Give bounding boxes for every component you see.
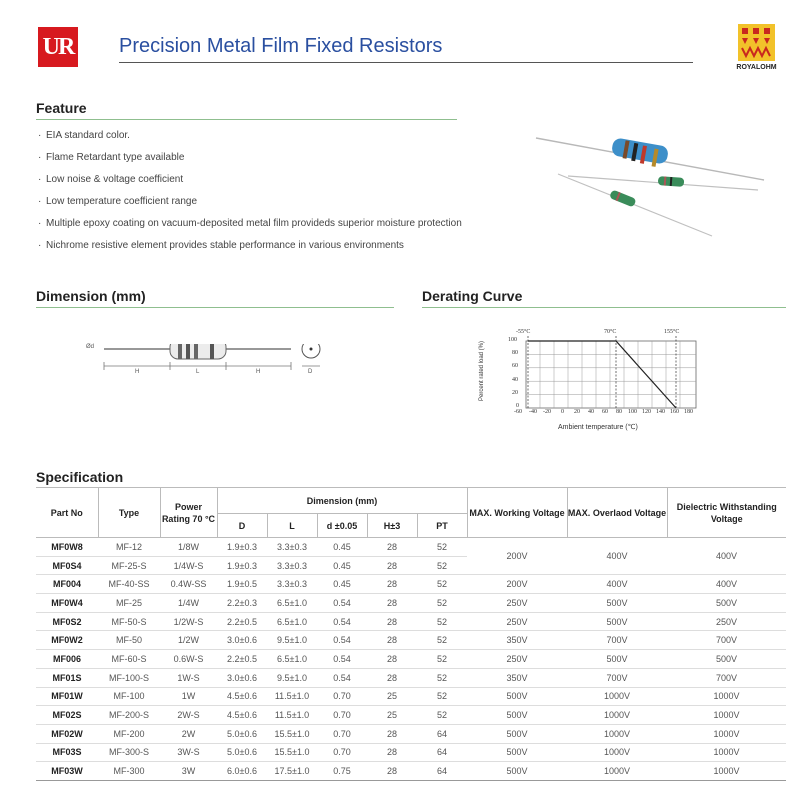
cell-d: 0.70 bbox=[317, 706, 367, 725]
table-row bbox=[36, 650, 786, 669]
cell-part: MF0W4 bbox=[36, 594, 98, 613]
cell-H: 28 bbox=[367, 631, 417, 650]
cell-part: MF006 bbox=[36, 650, 98, 669]
cell-power: 1/8W bbox=[160, 538, 217, 557]
cell-working: 500V bbox=[467, 743, 567, 762]
cell-part: MF0W8 bbox=[36, 538, 98, 557]
cell-dielectric: 1000V bbox=[667, 706, 786, 725]
cell-dielectric: 250V bbox=[667, 612, 786, 631]
dimension-heading: Dimension (mm) bbox=[36, 288, 146, 304]
cell-power: 1W bbox=[160, 687, 217, 706]
cell-dielectric: 700V bbox=[667, 668, 786, 687]
cell-PT: 52 bbox=[417, 594, 467, 613]
cell-part: MF0S2 bbox=[36, 612, 98, 631]
derating-xtick: -60 bbox=[514, 409, 522, 415]
cell-d: 0.70 bbox=[317, 743, 367, 762]
derating-chart bbox=[479, 328, 706, 436]
cell-type: MF-40-SS bbox=[98, 575, 160, 594]
header-PT: PT bbox=[417, 514, 467, 538]
table-row bbox=[36, 668, 786, 687]
cell-overload: 500V bbox=[567, 594, 667, 613]
dim-label-body-d: D bbox=[308, 369, 313, 375]
table-row bbox=[36, 706, 786, 725]
derating-ytick: 80 bbox=[512, 350, 518, 356]
cell-H: 28 bbox=[367, 594, 417, 613]
feature-item: · EIA standard color. bbox=[38, 130, 462, 152]
cell-d: 0.54 bbox=[317, 594, 367, 613]
feature-list bbox=[38, 130, 462, 262]
cell-overload: 700V bbox=[567, 631, 667, 650]
specification-heading: Specification bbox=[36, 469, 124, 485]
cell-part: MF01S bbox=[36, 668, 98, 687]
cell-d: 0.75 bbox=[317, 762, 367, 781]
cell-power: 2W bbox=[160, 724, 217, 743]
cell-overload: 1000V bbox=[567, 743, 667, 762]
derating-marker-low: -55°C bbox=[516, 329, 531, 335]
derating-xtick: 60 bbox=[602, 409, 608, 415]
header-power: Power Rating 70 °C bbox=[160, 488, 217, 538]
cell-part: MF02W bbox=[36, 724, 98, 743]
cell-PT: 64 bbox=[417, 762, 467, 781]
cell-dielectric: 1000V bbox=[667, 743, 786, 762]
royalohm-logo bbox=[738, 24, 775, 72]
royalohm-wordmark: ROYALOHM bbox=[736, 64, 777, 71]
header-working-voltage: MAX. Working Voltage bbox=[467, 488, 567, 538]
cell-D: 3.0±0.6 bbox=[217, 668, 267, 687]
cell-PT: 52 bbox=[417, 650, 467, 669]
table-row bbox=[36, 575, 786, 594]
table-row bbox=[36, 687, 786, 706]
cell-part: MF03S bbox=[36, 743, 98, 762]
cell-type: MF-50 bbox=[98, 631, 160, 650]
dimension-divider bbox=[36, 307, 394, 308]
cell-part: MF01W bbox=[36, 687, 98, 706]
cell-part: MF0W2 bbox=[36, 631, 98, 650]
feature-item: · Multiple epoxy coating on vacuum-deposited metal film provideds superior moisture protection bbox=[38, 218, 462, 240]
cell-type: MF-12 bbox=[98, 538, 160, 557]
derating-xtick: 180 bbox=[684, 409, 693, 415]
cell-H: 28 bbox=[367, 668, 417, 687]
derating-divider bbox=[422, 307, 786, 308]
header-type: Type bbox=[98, 488, 160, 538]
cell-power: 2W-S bbox=[160, 706, 217, 725]
derating-ytick: 40 bbox=[512, 377, 518, 383]
cell-working: 200V bbox=[467, 538, 567, 575]
cell-power: 1/4W-S bbox=[160, 556, 217, 575]
cell-H: 28 bbox=[367, 612, 417, 631]
derating-xtick: 160 bbox=[670, 409, 679, 415]
cell-H: 25 bbox=[367, 706, 417, 725]
cell-D: 2.2±0.3 bbox=[217, 594, 267, 613]
table-row bbox=[36, 724, 786, 743]
cell-H: 28 bbox=[367, 650, 417, 669]
feature-item: · Low temperature coefficient range bbox=[38, 196, 462, 218]
page-title: Precision Metal Film Fixed Resistors bbox=[119, 35, 443, 57]
cell-D: 5.0±0.6 bbox=[217, 743, 267, 762]
dimension-drawing-svg bbox=[86, 344, 326, 384]
cell-power: 1/4W bbox=[160, 594, 217, 613]
dim-label-h-right: H bbox=[256, 369, 261, 375]
cell-D: 1.9±0.5 bbox=[217, 575, 267, 594]
specification-body bbox=[36, 538, 786, 781]
cell-working: 500V bbox=[467, 687, 567, 706]
specification-table bbox=[36, 487, 786, 781]
cell-d: 0.54 bbox=[317, 612, 367, 631]
ur-logo: UR bbox=[38, 27, 78, 67]
derating-xlabel: Ambient temperature (℃) bbox=[558, 424, 638, 431]
cell-part: MF02S bbox=[36, 706, 98, 725]
header-dimension: Dimension (mm) bbox=[217, 488, 467, 514]
cell-H: 28 bbox=[367, 724, 417, 743]
feature-divider bbox=[36, 119, 457, 120]
cell-overload: 700V bbox=[567, 668, 667, 687]
feature-item: · Low noise & voltage coefficient bbox=[38, 174, 462, 196]
cell-type: MF-300-S bbox=[98, 743, 160, 762]
cell-H: 25 bbox=[367, 687, 417, 706]
derating-xtick: -20 bbox=[543, 409, 551, 415]
cell-PT: 52 bbox=[417, 575, 467, 594]
cell-H: 28 bbox=[367, 575, 417, 594]
derating-xtick: 120 bbox=[642, 409, 651, 415]
cell-D: 6.0±0.6 bbox=[217, 762, 267, 781]
cell-L: 11.5±1.0 bbox=[267, 706, 317, 725]
derating-ytick: 60 bbox=[512, 363, 518, 369]
dim-label-h-left: H bbox=[135, 369, 140, 375]
cell-dielectric: 400V bbox=[667, 575, 786, 594]
table-row bbox=[36, 538, 786, 557]
derating-xtick: 0 bbox=[561, 409, 564, 415]
cell-L: 3.3±0.3 bbox=[267, 556, 317, 575]
derating-xtick: 40 bbox=[588, 409, 594, 415]
cell-working: 500V bbox=[467, 762, 567, 781]
cell-d: 0.45 bbox=[317, 538, 367, 557]
cell-H: 28 bbox=[367, 743, 417, 762]
cell-PT: 52 bbox=[417, 612, 467, 631]
cell-overload: 500V bbox=[567, 612, 667, 631]
cell-type: MF-60-S bbox=[98, 650, 160, 669]
cell-D: 3.0±0.6 bbox=[217, 631, 267, 650]
cell-D: 2.2±0.5 bbox=[217, 650, 267, 669]
feature-item: · Flame Retardant type available bbox=[38, 152, 462, 174]
cell-PT: 64 bbox=[417, 724, 467, 743]
cell-working: 500V bbox=[467, 724, 567, 743]
derating-ytick: 0 bbox=[516, 403, 519, 409]
cell-L: 6.5±1.0 bbox=[267, 650, 317, 669]
feature-item: · Nichrome resistive element provides stable performance in various environments bbox=[38, 240, 462, 262]
derating-xtick: -40 bbox=[529, 409, 537, 415]
cell-dielectric: 700V bbox=[667, 631, 786, 650]
royalohm-emblem bbox=[738, 24, 775, 61]
cell-type: MF-50-S bbox=[98, 612, 160, 631]
cell-overload: 400V bbox=[567, 538, 667, 575]
derating-ytick: 20 bbox=[512, 390, 518, 396]
cell-type: MF-300 bbox=[98, 762, 160, 781]
feature-heading: Feature bbox=[36, 100, 87, 116]
cell-working: 350V bbox=[467, 668, 567, 687]
dim-label-d: Ød bbox=[86, 344, 95, 350]
derating-ylabel: Percent rated load (%) bbox=[479, 340, 486, 402]
cell-working: 250V bbox=[467, 612, 567, 631]
cell-d: 0.70 bbox=[317, 687, 367, 706]
cell-power: 3W bbox=[160, 762, 217, 781]
cell-H: 28 bbox=[367, 538, 417, 557]
cell-power: 0.6W-S bbox=[160, 650, 217, 669]
derating-curve-line bbox=[528, 341, 676, 408]
cell-L: 3.3±0.3 bbox=[267, 575, 317, 594]
cell-PT: 52 bbox=[417, 668, 467, 687]
cell-dielectric: 1000V bbox=[667, 724, 786, 743]
title-divider bbox=[119, 62, 693, 63]
cell-L: 6.5±1.0 bbox=[267, 594, 317, 613]
header-L: L bbox=[267, 514, 317, 538]
cell-H: 28 bbox=[367, 556, 417, 575]
cell-d: 0.45 bbox=[317, 556, 367, 575]
derating-marker-mid: 70°C bbox=[604, 329, 617, 335]
cell-PT: 52 bbox=[417, 687, 467, 706]
cell-dielectric: 400V bbox=[667, 538, 786, 575]
cell-working: 250V bbox=[467, 594, 567, 613]
cell-working: 250V bbox=[467, 650, 567, 669]
cell-d: 0.54 bbox=[317, 668, 367, 687]
header-overload-voltage: MAX. Overlaod Voltage bbox=[567, 488, 667, 538]
cell-D: 4.5±0.6 bbox=[217, 706, 267, 725]
cell-working: 500V bbox=[467, 706, 567, 725]
cell-L: 15.5±1.0 bbox=[267, 743, 317, 762]
cell-overload: 400V bbox=[567, 575, 667, 594]
cell-L: 6.5±1.0 bbox=[267, 612, 317, 631]
cell-overload: 1000V bbox=[567, 687, 667, 706]
table-row bbox=[36, 762, 786, 781]
cell-PT: 52 bbox=[417, 538, 467, 557]
header-d: d ±0.05 bbox=[317, 514, 367, 538]
derating-xtick: 100 bbox=[628, 409, 637, 415]
cell-L: 11.5±1.0 bbox=[267, 687, 317, 706]
cell-type: MF-25 bbox=[98, 594, 160, 613]
derating-ytick: 100 bbox=[508, 337, 517, 343]
cell-d: 0.70 bbox=[317, 724, 367, 743]
cell-power: 1/2W-S bbox=[160, 612, 217, 631]
cell-power: 1W-S bbox=[160, 668, 217, 687]
cell-L: 9.5±1.0 bbox=[267, 668, 317, 687]
cell-PT: 52 bbox=[417, 631, 467, 650]
derating-chart-svg bbox=[486, 328, 706, 436]
cell-power: 0.4W-SS bbox=[160, 575, 217, 594]
cell-power: 1/2W bbox=[160, 631, 217, 650]
cell-D: 4.5±0.6 bbox=[217, 687, 267, 706]
cell-L: 15.5±1.0 bbox=[267, 724, 317, 743]
table-row bbox=[36, 743, 786, 762]
cell-PT: 52 bbox=[417, 556, 467, 575]
cell-part: MF03W bbox=[36, 762, 98, 781]
cell-L: 9.5±1.0 bbox=[267, 631, 317, 650]
cell-D: 5.0±0.6 bbox=[217, 724, 267, 743]
cell-D: 1.9±0.3 bbox=[217, 556, 267, 575]
cell-D: 1.9±0.3 bbox=[217, 538, 267, 557]
cell-overload: 1000V bbox=[567, 762, 667, 781]
cell-working: 200V bbox=[467, 575, 567, 594]
cell-overload: 500V bbox=[567, 650, 667, 669]
cell-dielectric: 500V bbox=[667, 650, 786, 669]
table-row bbox=[36, 594, 786, 613]
cell-PT: 52 bbox=[417, 706, 467, 725]
dimension-drawing bbox=[86, 344, 326, 384]
table-row bbox=[36, 612, 786, 631]
derating-xtick: 140 bbox=[656, 409, 665, 415]
cell-part: MF0S4 bbox=[36, 556, 98, 575]
cell-working: 350V bbox=[467, 631, 567, 650]
resistor-photo bbox=[528, 128, 768, 238]
derating-xticks bbox=[514, 409, 704, 417]
cell-type: MF-200-S bbox=[98, 706, 160, 725]
cell-d: 0.45 bbox=[317, 575, 367, 594]
cell-L: 3.3±0.3 bbox=[267, 538, 317, 557]
cell-PT: 64 bbox=[417, 743, 467, 762]
header-dielectric-voltage: Dielectric Withstanding Voltage bbox=[667, 488, 786, 538]
derating-marker-high: 155°C bbox=[664, 329, 680, 335]
cell-power: 3W-S bbox=[160, 743, 217, 762]
derating-grid bbox=[526, 341, 696, 408]
cell-type: MF-200 bbox=[98, 724, 160, 743]
header-part-no: Part No bbox=[36, 488, 98, 538]
cell-H: 28 bbox=[367, 762, 417, 781]
cell-dielectric: 1000V bbox=[667, 687, 786, 706]
cell-part: MF004 bbox=[36, 575, 98, 594]
header-H: H±3 bbox=[367, 514, 417, 538]
cell-L: 17.5±1.0 bbox=[267, 762, 317, 781]
cell-dielectric: 1000V bbox=[667, 762, 786, 781]
cell-overload: 1000V bbox=[567, 706, 667, 725]
header-D: D bbox=[217, 514, 267, 538]
table-row bbox=[36, 631, 786, 650]
cell-type: MF-100 bbox=[98, 687, 160, 706]
cell-type: MF-25-S bbox=[98, 556, 160, 575]
cell-overload: 1000V bbox=[567, 724, 667, 743]
derating-xtick: 20 bbox=[574, 409, 580, 415]
derating-heading: Derating Curve bbox=[422, 288, 523, 304]
derating-xtick: 80 bbox=[616, 409, 622, 415]
cell-D: 2.2±0.5 bbox=[217, 612, 267, 631]
dim-label-l: L bbox=[196, 369, 200, 375]
cell-type: MF-100-S bbox=[98, 668, 160, 687]
cell-d: 0.54 bbox=[317, 650, 367, 669]
cell-dielectric: 500V bbox=[667, 594, 786, 613]
cell-d: 0.54 bbox=[317, 631, 367, 650]
